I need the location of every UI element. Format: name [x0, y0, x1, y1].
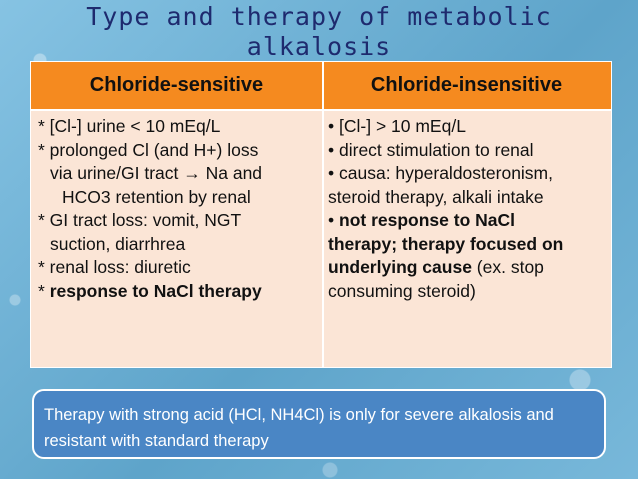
bullet-icon: • — [328, 139, 335, 160]
chloride-sensitive-cell — [38, 115, 320, 303]
chloride-insensitive-cell — [328, 115, 608, 303]
emphasis-text: not response to NaCl — [334, 210, 515, 230]
comparison-table — [30, 61, 612, 368]
list-item: * [Cl-] urine < 10 mEq/L — [38, 116, 221, 136]
table-header-row — [31, 62, 611, 111]
list-item-text: causa: hyperaldosteronism, — [334, 163, 554, 183]
emphasis-text: therapy; therapy focused on — [328, 233, 564, 254]
note-line-1: Therapy with strong acid (HCl, NH4Cl) is only for severe alkalosis and — [44, 406, 554, 424]
list-item: HCO3 retention by renal — [62, 186, 251, 207]
list-item — [38, 162, 320, 186]
bullet-icon: • — [328, 116, 335, 136]
arrow-right-icon: → — [183, 163, 201, 183]
list-item-text: via urine/GI tract — [50, 163, 184, 183]
list-item-text: Na and — [200, 163, 263, 183]
list-item-text: * — [38, 280, 50, 301]
list-item-text: direct stimulation to renal — [334, 139, 534, 160]
column-divider — [322, 62, 324, 367]
list-item — [328, 256, 608, 280]
list-item — [38, 280, 320, 304]
list-item: * renal loss: diuretic — [38, 257, 191, 277]
list-item: * prolonged Cl (and H+) loss — [38, 139, 259, 160]
list-item: consuming steroid) — [328, 280, 476, 301]
list-item — [328, 139, 608, 163]
title-line-1: Type and therapy of metabolic — [86, 2, 552, 31]
title-line-2: alkalosis — [246, 32, 392, 61]
list-item-text: (ex. stop — [471, 257, 544, 277]
list-item: * GI tract loss: vomit, NGT — [38, 210, 242, 230]
therapy-note-box — [32, 389, 606, 459]
header-chloride-sensitive: Chloride-sensitive — [89, 74, 264, 96]
bullet-icon: • — [328, 210, 335, 230]
header-chloride-insensitive: Chloride-insensitive — [370, 74, 563, 96]
slide-title — [0, 2, 638, 62]
note-line-2: resistant with standard therapy — [44, 432, 269, 450]
list-item — [328, 233, 608, 257]
emphasis-text: response to NaCl therapy — [49, 280, 262, 301]
list-item — [328, 209, 608, 233]
bullet-icon: • — [328, 163, 335, 183]
list-item — [328, 162, 608, 186]
list-item: suction, diarrhrea — [50, 233, 186, 254]
list-item-text: [Cl-] > 10 mEq/L — [334, 116, 466, 136]
list-item — [328, 115, 608, 139]
emphasis-text: underlying cause — [328, 257, 472, 277]
list-item: steroid therapy, alkali intake — [328, 186, 544, 207]
